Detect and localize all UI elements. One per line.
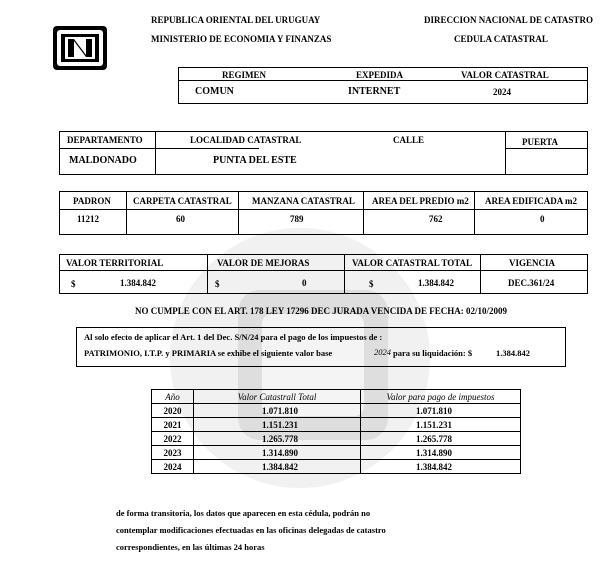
expedida-value: INTERNET <box>348 86 401 97</box>
header-cedula: CEDULA CATASTRAL <box>454 34 548 44</box>
mejoras-currency: $ <box>215 279 220 289</box>
localidad-label: LOCALIDAD CATASTRAL <box>190 135 302 145</box>
carpeta-value: 60 <box>176 214 185 224</box>
header-ministry: MINISTERIO DE ECONOMIA Y FINANZAS <box>151 34 332 44</box>
history-tax: 1.071.810 <box>361 404 521 418</box>
notice-line1: Al solo efecto de aplicar el Art. 1 del Dec. S/N/24 para el pago de los impuestos de : <box>84 332 383 342</box>
header-republic: REPUBLICA ORIENTAL DEL URUGUAY <box>151 15 321 25</box>
localidad-value: PUNTA DEL ESTE <box>213 155 297 166</box>
calle-label: CALLE <box>393 135 425 145</box>
history-tax: 1.314.890 <box>361 446 521 460</box>
table-row <box>152 404 521 418</box>
history-col-tax: Valor para pago de impuestos <box>361 390 521 404</box>
area-predio-label: AREA DEL PREDIO m2 <box>372 196 469 206</box>
total-label: VALOR CATASTRAL TOTAL <box>352 258 473 268</box>
mejoras-value: 0 <box>302 278 307 288</box>
history-header-row <box>152 390 521 404</box>
history-year: 2023 <box>152 446 194 460</box>
table-row <box>152 432 521 446</box>
regimen-label: REGIMEN <box>222 70 267 80</box>
manzana-value: 789 <box>290 214 304 224</box>
warning-text: NO CUMPLE CON EL ART. 178 LEY 17296 DEC JURADA VENCIDA DE FECHA: 02/10/2009 <box>135 306 508 316</box>
territorial-label: VALOR TERRITORIAL <box>66 258 164 268</box>
header-direction: DIRECCION NACIONAL DE CATASTRO <box>424 15 593 25</box>
history-total: 1.314.890 <box>194 446 361 460</box>
notice-year: 2024 <box>374 347 391 357</box>
departamento-value: MALDONADO <box>69 155 137 166</box>
vigencia-value: DEC.361/24 <box>508 278 555 288</box>
padron-label: PADRON <box>73 196 111 206</box>
regimen-value: COMUN <box>195 86 234 97</box>
area-predio-value: 762 <box>429 214 443 224</box>
history-year: 2020 <box>152 404 194 418</box>
valor-catastral-label: VALOR CATASTRAL <box>461 70 549 80</box>
territorial-value: 1.384.842 <box>120 278 156 288</box>
history-tax: 1.151.231 <box>361 418 521 432</box>
history-total: 1.265.778 <box>194 432 361 446</box>
history-col-year: Año <box>152 390 194 404</box>
history-total: 1.151.231 <box>194 418 361 432</box>
carpeta-label: CARPETA CATASTRAL <box>133 196 232 206</box>
notice-line2: PATRIMONIO, I.T.P. y PRIMARIA se exhibe el siguiente valor base <box>84 348 333 358</box>
footer-line3: correspondientes, en las últimas 24 horas <box>116 542 265 552</box>
notice-line2-end: para su liquidación: $ <box>393 348 473 358</box>
history-table <box>151 389 521 474</box>
notice-amount: 1.384.842 <box>496 348 530 358</box>
catastro-logo-icon <box>52 25 108 71</box>
footer-line2: contemplar modificaciones efectuadas en las oficinas delegadas de catastro <box>116 525 386 535</box>
expedida-label: EXPEDIDA <box>356 70 404 80</box>
history-total: 1.071.810 <box>194 404 361 418</box>
vigencia-label: VIGENCIA <box>509 258 556 268</box>
history-col-total: Valor Catastrall Total <box>194 390 361 404</box>
history-year: 2022 <box>152 432 194 446</box>
puerta-label: PUERTA <box>522 137 559 147</box>
valor-catastral-value: 2024 <box>493 87 511 97</box>
history-tax: 1.265.778 <box>361 432 521 446</box>
padron-value: 11212 <box>77 214 100 224</box>
history-total: 1.384.842 <box>194 460 361 474</box>
total-value: 1.384.842 <box>418 278 454 288</box>
table-row <box>152 418 521 432</box>
territorial-currency: $ <box>71 279 76 289</box>
manzana-label: MANZANA CATASTRAL <box>252 196 355 206</box>
departamento-label: DEPARTAMENTO <box>67 135 143 145</box>
total-currency: $ <box>369 279 374 289</box>
table-row <box>152 460 521 474</box>
mejoras-label: VALOR DE MEJORAS <box>217 258 310 268</box>
footer-line1: de forma transitoria, los datos que aparecen en esta cédula, podrán no <box>116 508 371 518</box>
history-tax: 1.384.842 <box>361 460 521 474</box>
area-edificada-value: 0 <box>540 214 545 224</box>
history-year: 2021 <box>152 418 194 432</box>
history-year: 2024 <box>152 460 194 474</box>
area-edificada-label: AREA EDIFICADA m2 <box>485 196 578 206</box>
table-row <box>152 446 521 460</box>
